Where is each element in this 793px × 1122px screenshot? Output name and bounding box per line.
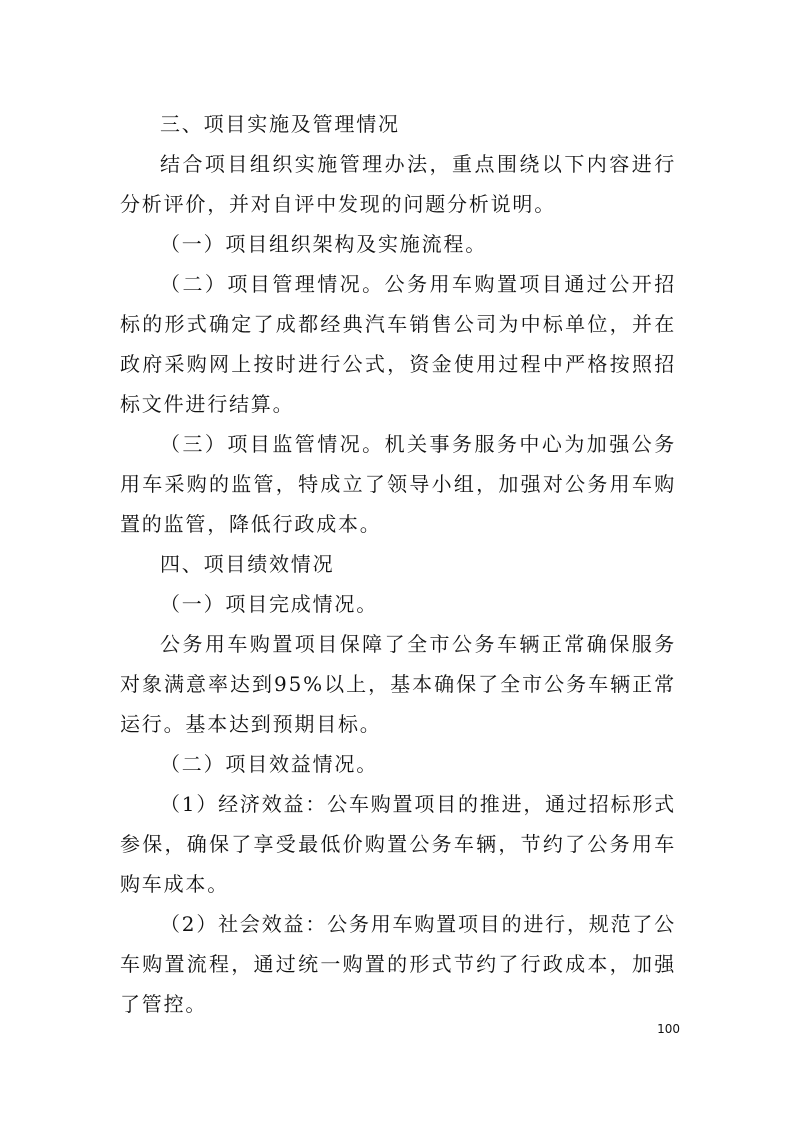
subheading-organization-structure: （一）项目组织架构及实施流程。 [160, 232, 487, 256]
paragraph-project-management: （二）项目管理情况。公务用车购置项目通过公开招标的形式确定了成都经典汽车销售公司为中标单位，并在政府采购网上按时进行公式，资金使用过程中严格按照招标文件进行结算。 [120, 272, 676, 416]
paragraph-completion-details: 公务用车购置项目保障了全市公务车辆正常确保服务对象满意率达到95%以上，基本确保了全市公务车辆正常运行。基本达到预期目标。 [120, 632, 676, 736]
paragraph-social-benefit: （2）社会效益：公务用车购置项目的进行，规范了公车购置流程，通过统一购置的形式节约了行政成本，加强了管控。 [120, 912, 676, 1016]
paragraph-economic-benefit: （1）经济效益：公车购置项目的推进，通过招标形式参保，确保了享受最低价购置公务车辆，节约了公务用车购车成本。 [120, 792, 676, 896]
subheading-completion-status: （一）项目完成情况。 [160, 592, 378, 616]
document-body [120, 104, 676, 1024]
section-heading-performance: 四、项目绩效情况 [160, 552, 335, 576]
paragraph-evaluation-intro: 结合项目组织实施管理办法，重点围绕以下内容进行分析评价，并对自评中发现的问题分析说明。 [120, 152, 676, 216]
page-number: 100 [657, 1022, 680, 1036]
paragraph-project-supervision: （三）项目监管情况。机关事务服务中心为加强公务用车采购的监管，特成立了领导小组，加强对公务用车购置的监管，降低行政成本。 [120, 432, 676, 536]
section-heading-implementation: 三、项目实施及管理情况 [160, 112, 400, 136]
subheading-benefits: （二）项目效益情况。 [160, 752, 378, 776]
